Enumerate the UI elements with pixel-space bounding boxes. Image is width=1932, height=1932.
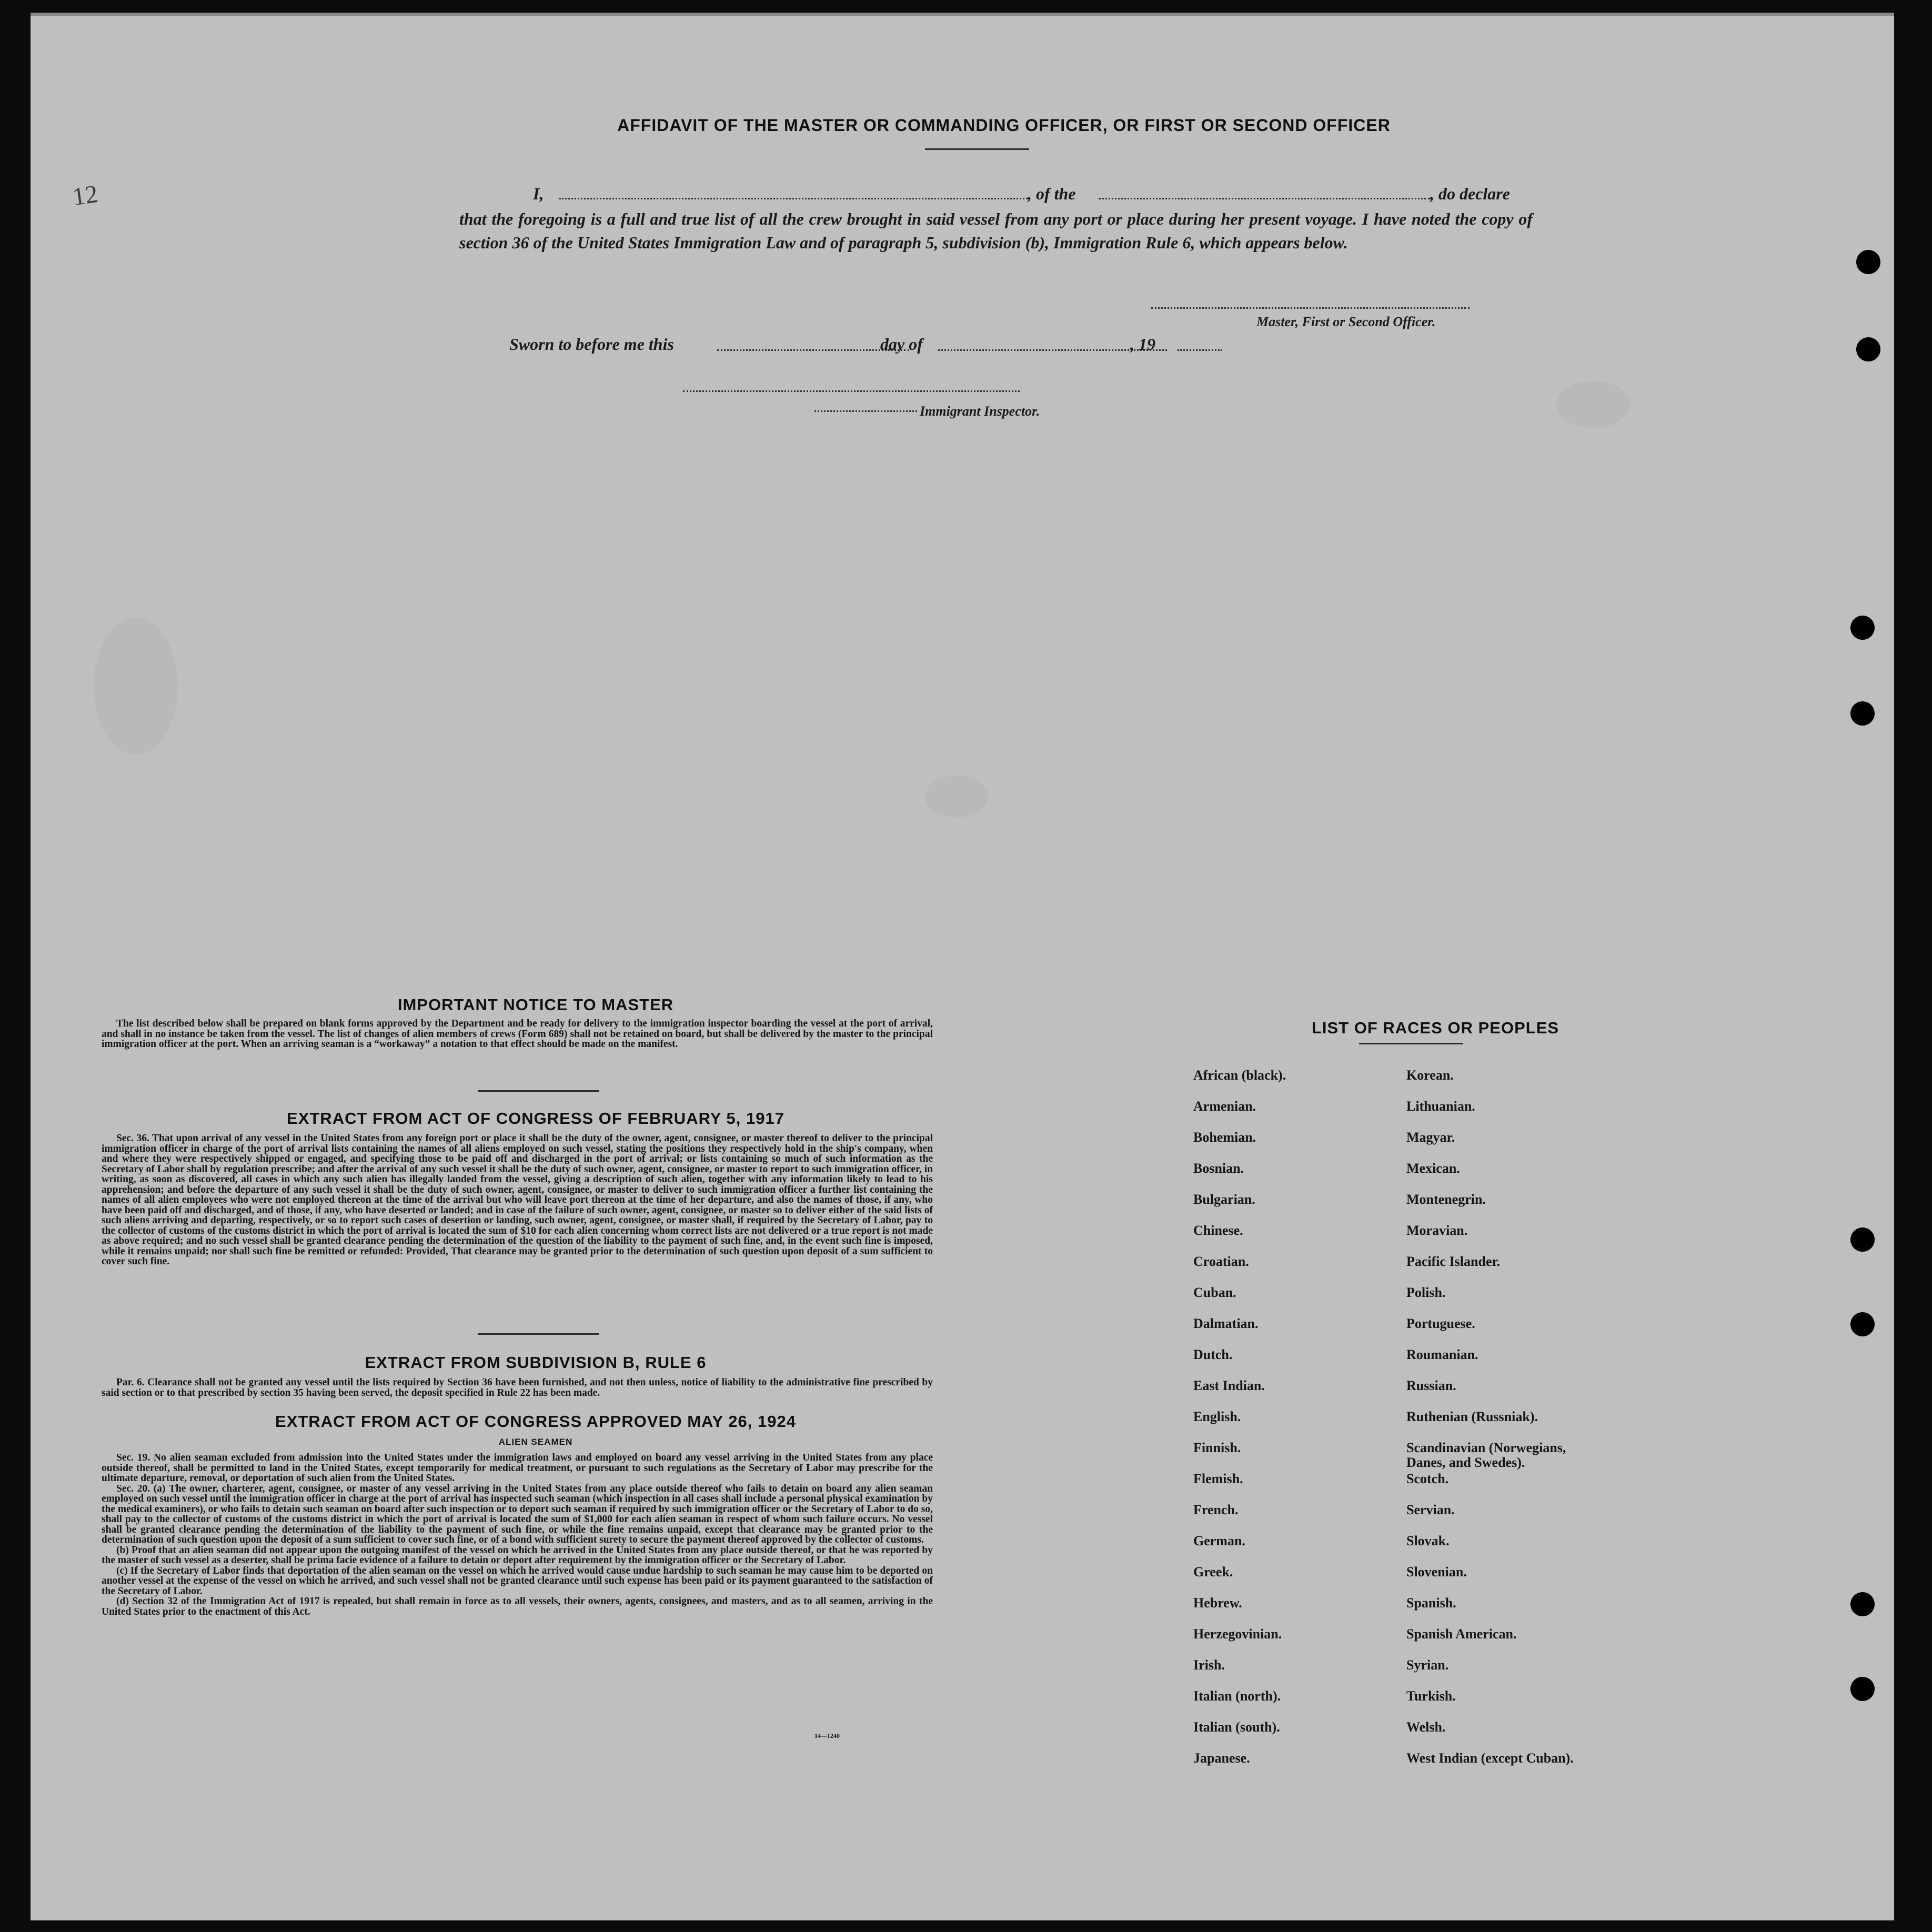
affidavit-body: that the foregoing is a full and true list of all the crew brought in said vessel from any port or place during her present voyage. I have noted the copy of section 36 of the United States Immigration Law and of paragraph 5, subdivision (b), Immigration Rule 6, which appears below. — [459, 209, 1533, 252]
sworn-label: Sworn to before me this — [509, 335, 674, 354]
inspector-signature-line[interactable] — [683, 390, 1020, 392]
extract-1924-paragraph: (b) Proof that an alien seaman did not appear upon the outgoing manifest of the vessel on which he arrived in the United States from any place outside thereof, or that he was reported by the master of such vessel as a deserter, shall be prima facie evidence of a failure to detain or deport after requirement by the immigration officer or the Secretary of Labor. — [102, 1544, 933, 1566]
punch-hole — [1850, 1677, 1875, 1701]
race-item: Greek. — [1193, 1564, 1233, 1579]
race-item: Japanese. — [1193, 1750, 1250, 1766]
race-item: Irish. — [1193, 1657, 1225, 1673]
race-item: Slovak. — [1406, 1533, 1450, 1548]
sworn-day-of: day of — [880, 335, 923, 354]
extract-rule6-paragraph: Par. 6. Clearance shall not be granted any vessel until the lists required by Section 36 have been furnished, and not then unless, notice of liability to the administrative fine prescribed by said section or to that prescribed by section 35 having been served, the deposit specified in Rule 22 has been made. — [102, 1377, 933, 1398]
extract-1924-subtitle: ALIEN SEAMEN — [498, 1437, 573, 1447]
margin-note: 12 — [71, 179, 100, 212]
race-item: Magyar. — [1406, 1130, 1455, 1145]
section-divider — [478, 1090, 599, 1092]
race-item: Montenegrin. — [1406, 1192, 1486, 1207]
races-left-column — [1193, 1068, 1286, 1782]
punch-hole — [1856, 337, 1880, 361]
race-item: Moravian. — [1406, 1223, 1468, 1238]
races-title-rule — [1359, 1043, 1463, 1044]
paper-stain — [1556, 381, 1630, 428]
sworn-year-prefix: , 19 — [1130, 335, 1155, 354]
inspector-label: Immigrant Inspector. — [920, 404, 1040, 419]
race-item: Russian. — [1406, 1378, 1456, 1393]
extract-1917-paragraph: Sec. 36. That upon arrival of any vessel in the United States from any foreign port or place it shall be the duty of the owner, agent, consignee, or master thereof to deliver to the principal immigration officer in charge of the port of arrival lists containing the names of all aliens employed on such vessel, stating the positions they respectively hold in the ship's company, when and where they were respectively shipped or engaged, and specifying those to be paid off and discharged in the port of arrival; or lists containing so much of such information as the Secretary of Labor shall by regulation prescribe; and after the arrival of any such vessel it shall be the duty of such owner, agent, consignee, or master to report to such immigration officer, in writing, as soon as discovered, all cases in which any such alien has illegally landed from the vessel, giving a description of such alien, together with any information likely to lead to his apprehension; and before the departure of any such vessel it shall be the duty of such owner, agent, consignee, or master to deliver to such immigration officer a further list containing the names of all alien employees who were not employed thereon at the time of the arrival but who will leave port thereon at the time of her departure, and also the names of those, if any, who have been paid off and discharged, and of those, if any, who have deserted or landed; and in case of the failure of such owner, agent, consignee, or master so to deliver either of the said lists of such aliens arriving and departing, respectively, or so to report such cases of desertion or landing, such owner, agent, consignee, or master shall, if required by the Secretary of Labor, pay to the collector of customs of the customs district in which the port of arrival is located the sum of $10 for each alien concerning whom correct lists are not delivered or a true report is not made as above required; and no such vessel shall be granted clearance pending the determination of the question of the liability to the payment of such fine, and, in the event such fine is imposed, while it remains unpaid; nor shall such fine be remitted or refunded: Provided, That clearance may be granted prior to the determination of such question upon deposit of a sum sufficient to cover such fine. — [102, 1133, 933, 1267]
paper-stain — [94, 618, 178, 754]
race-item: Korean. — [1406, 1068, 1454, 1083]
race-item: Welsh. — [1406, 1719, 1446, 1735]
race-item: Ruthenian (Russniak). — [1406, 1409, 1538, 1424]
affidavit-of-the: , of the — [1028, 184, 1076, 203]
race-item: German. — [1193, 1533, 1245, 1548]
paper-stain — [925, 776, 988, 818]
race-item: Dutch. — [1193, 1347, 1233, 1362]
race-item: Servian. — [1406, 1502, 1455, 1517]
race-item: Italian (south). — [1193, 1719, 1280, 1735]
race-item: Italian (north). — [1193, 1688, 1281, 1704]
race-item: Croatian. — [1193, 1254, 1249, 1269]
officer-name-line[interactable] — [559, 198, 1030, 199]
race-item: Flemish. — [1193, 1471, 1243, 1486]
extract-rule6-title: EXTRACT FROM SUBDIVISION B, RULE 6 — [365, 1353, 707, 1372]
extract-1917-title: EXTRACT FROM ACT OF CONGRESS OF FEBRUARY 5, 1917 — [287, 1109, 784, 1128]
inspector-signature-dots — [814, 410, 917, 412]
notice-body — [102, 1019, 933, 1050]
affidavit-title-rule — [925, 148, 1029, 150]
extract-1924-body — [102, 1453, 933, 1617]
race-item: West Indian (except Cuban). — [1406, 1750, 1574, 1766]
race-item: Turkish. — [1406, 1688, 1456, 1704]
race-item: Roumanian. — [1406, 1347, 1478, 1362]
race-item: English. — [1193, 1409, 1241, 1424]
race-item: Finnish. — [1193, 1440, 1241, 1455]
affidavit-intro-word: I, — [533, 184, 544, 203]
punch-hole — [1850, 616, 1875, 640]
race-item: Chinese. — [1193, 1223, 1243, 1238]
document-page — [31, 13, 1894, 1920]
race-item: Spanish American. — [1406, 1626, 1517, 1642]
section-divider — [478, 1333, 599, 1335]
race-item: Herzegovinian. — [1193, 1626, 1282, 1642]
race-item: Bulgarian. — [1193, 1192, 1255, 1207]
race-item: Syrian. — [1406, 1657, 1449, 1673]
races-right-column — [1406, 1068, 1606, 1782]
race-item: Hebrew. — [1193, 1595, 1242, 1611]
master-signature-line[interactable] — [1151, 307, 1470, 309]
notice-paragraph: The list described below shall be prepared on blank forms approved by the Department and be ready for delivery to the immigration inspector boarding the vessel at the port of arrival, and shall in no instance be taken from the vessel. The list of changes of alien members of crews (Form 689) shall not be retained on board, but shall be delivered by the master to the principal immigration officer at the port. When an arriving seaman is a “workaway” a notation to that effect should be made on the manifest. — [102, 1018, 933, 1050]
extract-1924-paragraph: (c) If the Secretary of Labor finds that deportation of the alien seaman on the vessel on which he arrived would cause undue hardship to such seaman he may cause him to be deported on another vessel at the expense of the vessel on which he arrived, and such vessel shall not be granted clearance until such expense has been paid or its payment guaranteed to the satisfaction of the Secretary of Labor. — [102, 1565, 933, 1597]
vessel-name-line[interactable] — [1099, 198, 1430, 199]
affidavit-title: AFFIDAVIT OF THE MASTER OR COMMANDING OFFICER, OR FIRST OR SECOND OFFICER — [617, 116, 1391, 135]
race-item: Pacific Islander. — [1406, 1254, 1501, 1269]
extract-1924-title: EXTRACT FROM ACT OF CONGRESS APPROVED MAY 26, 1924 — [275, 1412, 796, 1431]
race-item: French. — [1193, 1502, 1239, 1517]
extract-1917-body — [102, 1133, 933, 1267]
punch-hole — [1850, 1592, 1875, 1616]
race-item: Bosnian. — [1193, 1161, 1244, 1176]
affidavit-do-declare: , do declare — [1430, 184, 1510, 203]
page-edge-shadow — [31, 13, 1894, 16]
notice-title: IMPORTANT NOTICE TO MASTER — [397, 995, 674, 1014]
race-item: Armenian. — [1193, 1099, 1256, 1114]
form-number: 14—1240 — [814, 1732, 840, 1739]
punch-hole — [1856, 250, 1880, 274]
race-item: Mexican. — [1406, 1161, 1460, 1176]
race-item: Slovenian. — [1406, 1564, 1467, 1579]
extract-rule6-body — [102, 1377, 933, 1398]
race-item: Polish. — [1406, 1285, 1446, 1300]
race-item: East Indian. — [1193, 1378, 1265, 1393]
extract-1924-paragraph: (d) Section 32 of the Immigration Act of 1917 is repealed, but shall remain in force as to all vessels, their owners, agents, consignees, and masters, and as to all seamen, arriving in the United States prior to the enactment of this Act. — [102, 1596, 933, 1617]
race-item: Lithuanian. — [1406, 1099, 1475, 1114]
race-item: African (black). — [1193, 1068, 1286, 1083]
sworn-year-line[interactable] — [1178, 349, 1222, 351]
extract-1924-paragraph: Sec. 20. (a) The owner, charterer, agent, consignee, or master of any vessel arriving in the United States from any place outside thereof who fails to detain on board any alien seaman employed on such vessel until the immigration officer in charge at the port of arrival has inspected such seaman (which inspection in all cases shall include a personal physical examination by the medical examiners), or who fails to detain such seaman on board after such inspection or to deport such seaman if required by such immigration officer or the Secretary of Labor to do so, shall pay to the collector of customs of the customs district in which the port of arrival is located the sum of $1,000 for each alien seaman in respect of whom such failure occurs. No vessel shall be granted clearance pending the determination of the liability to the payment of such fine, or while the fine remains unpaid, except that clearance may be granted prior to the determination of such question upon the deposit of a sum sufficient to cover such fine, or of a bond with sufficient surety to secure the payment thereof approved by the collector of customs. — [102, 1483, 933, 1545]
punch-hole — [1850, 701, 1875, 726]
extract-1924-paragraph: Sec. 19. No alien seaman excluded from admission into the United States under the immigration laws and employed on board any vessel arriving in the United States from any place outside thereof, shall be permitted to land in the United States, except temporarily for medical treatment, or pursuant to such regulations as the Secretary of Labor may prescribe for the ultimate departure, removal, or deportation of such alien from the United States. — [102, 1452, 933, 1484]
race-item: Spanish. — [1406, 1595, 1456, 1611]
punch-hole — [1850, 1312, 1875, 1336]
race-item: Scandinavian (Norwegians, Danes, and Swedes). — [1406, 1440, 1566, 1470]
race-item: Portuguese. — [1406, 1316, 1475, 1331]
race-item: Dalmatian. — [1193, 1316, 1259, 1331]
race-item: Bohemian. — [1193, 1130, 1256, 1145]
master-signature-label: Master, First or Second Officer. — [1256, 314, 1436, 329]
punch-hole — [1850, 1227, 1875, 1252]
race-item: Cuban. — [1193, 1285, 1236, 1300]
races-title: LIST OF RACES OR PEOPLES — [1311, 1019, 1559, 1037]
race-item: Scotch. — [1406, 1471, 1449, 1486]
